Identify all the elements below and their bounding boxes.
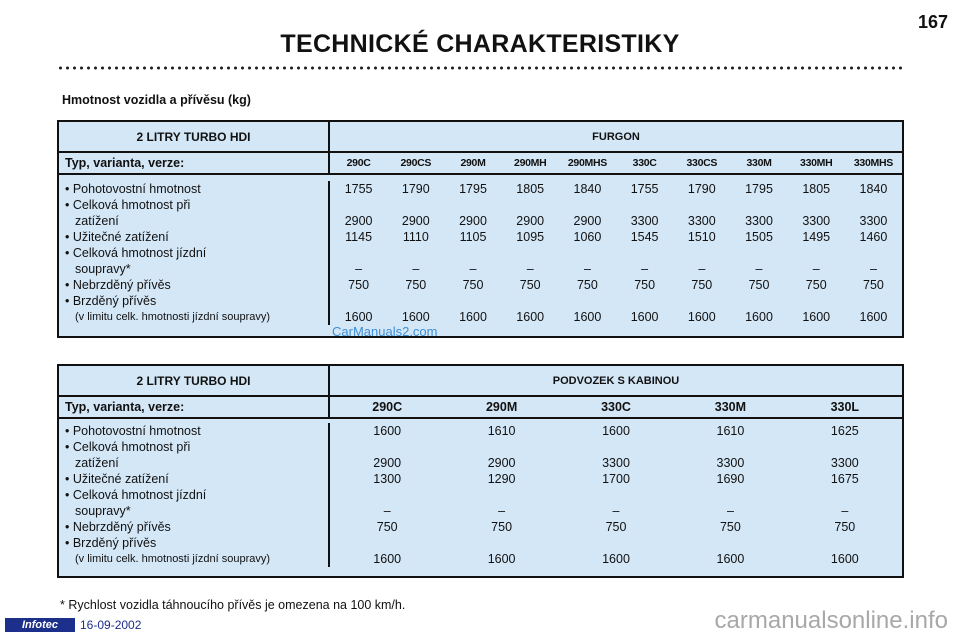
version-cell: 290C [346, 157, 371, 169]
version-row [59, 153, 902, 175]
engine-label: 2 LITRY TURBO HDI [59, 122, 330, 151]
value-cell: – [869, 262, 877, 276]
row-label [59, 229, 330, 245]
value-cell: 2900 [487, 456, 516, 470]
value-cell: 1600 [859, 310, 888, 324]
row-label-continuation: (v limitu celk. hmotnosti jízdní soupravy) [75, 311, 271, 323]
value-cell: 750 [348, 278, 370, 292]
table-body [59, 419, 902, 567]
table-row [59, 487, 902, 519]
value-cell: – [526, 262, 534, 276]
value-cell: – [698, 262, 706, 276]
value-cell: 1495 [802, 230, 831, 244]
value-cell: 1610 [487, 424, 516, 438]
row-label-line: • Pohotovostní hmotnost [65, 424, 201, 438]
body-type-label: FURGON [592, 130, 640, 143]
table-row [59, 423, 902, 439]
value-cell: 1840 [859, 182, 888, 196]
value-cell: 750 [491, 520, 513, 534]
row-label [59, 277, 330, 293]
row-label [59, 245, 330, 277]
row-label-line: • Celková hmotnost při [65, 198, 191, 212]
table-row [59, 245, 902, 277]
value-cell: 3300 [802, 214, 831, 228]
value-cell: 1060 [573, 230, 602, 244]
value-cell: – [583, 262, 591, 276]
value-cell: 1505 [745, 230, 773, 244]
value-cell: 1600 [487, 552, 516, 566]
row-label-line: • Nebrzděný přívěs [65, 520, 171, 534]
table-header-row [59, 122, 902, 153]
row-label-line: • Brzděný přívěs [65, 536, 157, 550]
value-cell: 1790 [401, 182, 430, 196]
row-label-line: • Celková hmotnost jízdní [65, 488, 207, 502]
value-cell: 1840 [573, 182, 602, 196]
value-cell: – [383, 504, 391, 518]
value-cell: 750 [634, 278, 656, 292]
value-cell: 1460 [859, 230, 888, 244]
value-cell: – [755, 262, 763, 276]
version-cell: 330MH [800, 157, 833, 169]
value-cell: 3300 [830, 456, 859, 470]
value-cell: 1610 [716, 424, 745, 438]
version-cell: 330M [746, 157, 772, 169]
value-cell: 1600 [401, 310, 430, 324]
value-cell: 1145 [345, 230, 373, 244]
table-row [59, 277, 902, 293]
value-cell: 750 [605, 520, 627, 534]
value-cell: 1600 [830, 552, 859, 566]
engine-label: 2 LITRY TURBO HDI [59, 366, 330, 395]
value-cell: 1600 [602, 552, 630, 566]
value-cell: 1755 [630, 182, 659, 196]
value-cell: 3300 [716, 456, 745, 470]
value-cell: 1600 [802, 310, 831, 324]
value-cell: 1625 [830, 424, 859, 438]
value-cell: 1755 [344, 182, 373, 196]
value-cell: 1675 [830, 472, 859, 486]
page-number: 167 [917, 12, 948, 32]
dotted-divider [57, 66, 905, 70]
value-cell: 2900 [401, 214, 430, 228]
value-cell: 1105 [459, 230, 487, 244]
value-cell: 750 [863, 278, 884, 292]
value-cell: 750 [405, 278, 427, 292]
value-cell: 750 [519, 278, 541, 292]
table-row [59, 197, 902, 229]
value-cell: 1790 [687, 182, 716, 196]
value-cell: 2900 [516, 214, 545, 228]
body-type-label: PODVOZEK S KABINOU [552, 374, 680, 387]
value-cell: – [612, 504, 620, 518]
value-cell: 1795 [459, 182, 487, 196]
value-cell: 1600 [745, 310, 773, 324]
chassis-cab-weight-table [57, 364, 904, 578]
table-row [59, 519, 902, 535]
site-watermark: CarManuals2.com [332, 324, 438, 339]
value-cell: – [355, 262, 363, 276]
value-cell: 1600 [373, 552, 402, 566]
value-cell: 1600 [716, 552, 745, 566]
value-cell: 750 [834, 520, 856, 534]
value-cell: 3300 [630, 214, 659, 228]
row-label-line: • Nebrzděný přívěs [65, 278, 171, 292]
value-cell: 1290 [487, 472, 516, 486]
value-cell: 3300 [859, 214, 888, 228]
value-cell: 750 [462, 278, 484, 292]
furgon-weight-table [57, 120, 904, 338]
section-heading: Hmotnost vozidla a přívěsu (kg) [62, 93, 251, 107]
row-label-continuation: zatížení [75, 214, 119, 228]
version-cell: 330CS [686, 157, 718, 169]
version-cell: 330L [830, 400, 860, 414]
value-cell: 750 [576, 278, 598, 292]
value-cell: 3300 [745, 214, 773, 228]
value-cell: 1300 [373, 472, 402, 486]
value-cell: 1805 [516, 182, 545, 196]
value-cell: 1600 [602, 424, 630, 438]
table-row [59, 293, 902, 325]
value-cell: 750 [376, 520, 398, 534]
table-body [59, 175, 902, 325]
row-label-continuation: zatížení [75, 456, 119, 470]
version-cell: 290M [460, 157, 486, 169]
value-cell: 750 [691, 278, 713, 292]
value-cell: 3300 [687, 214, 716, 228]
value-cell: 750 [805, 278, 827, 292]
row-label [59, 535, 330, 567]
row-label [59, 293, 330, 325]
version-cell: 290MHS [567, 157, 607, 169]
print-date: 16-09-2002 [80, 618, 142, 632]
version-cell: 290MH [514, 157, 547, 169]
version-cell: 330M [714, 400, 747, 414]
row-label-line: • Užitečné zatížení [65, 472, 169, 486]
value-cell: 1095 [516, 230, 545, 244]
table-row [59, 439, 902, 471]
footnote: * Rychlost vozidla táhnoucího přívěs je omezena na 100 km/h. [60, 598, 406, 612]
version-cell: 290M [485, 400, 518, 414]
value-cell: 750 [748, 278, 770, 292]
table-row [59, 471, 902, 487]
row-label [59, 439, 330, 471]
row-label-continuation: soupravy* [75, 504, 131, 518]
value-cell: 1600 [687, 310, 716, 324]
table-row [59, 535, 902, 567]
value-cell: 3300 [602, 456, 630, 470]
value-cell: – [641, 262, 649, 276]
value-cell: 1805 [802, 182, 831, 196]
value-cell: – [469, 262, 477, 276]
row-label-line: • Brzděný přívěs [65, 294, 157, 308]
value-cell: – [498, 504, 506, 518]
version-cell: 330MHS [853, 157, 893, 169]
table-header-row [59, 366, 902, 397]
row-label [59, 423, 330, 439]
value-cell: 750 [719, 520, 741, 534]
version-cell: 290CS [400, 157, 432, 169]
value-cell: 2900 [459, 214, 487, 228]
value-cell: 1510 [687, 230, 716, 244]
value-cell: – [841, 504, 849, 518]
row-label-line: • Celková hmotnost při [65, 440, 191, 454]
version-cell: 290C [372, 400, 403, 414]
row-label-continuation: (v limitu celk. hmotnosti jízdní soupravy) [75, 553, 271, 565]
footer-watermark: carmanualsonline.info [714, 607, 948, 634]
row-label-line: • Pohotovostní hmotnost [65, 182, 201, 196]
page-title: TECHNICKÉ CHARAKTERISTIKY [280, 30, 680, 58]
version-cell: 330C [632, 157, 657, 169]
value-cell: 1600 [630, 310, 659, 324]
value-cell: – [726, 504, 734, 518]
value-cell: 2900 [373, 456, 402, 470]
value-cell: 2900 [344, 214, 373, 228]
value-cell: 1600 [459, 310, 487, 324]
value-cell: 1690 [716, 472, 745, 486]
brand-logo: Infotec [5, 618, 75, 632]
row-label-line: • Celková hmotnost jízdní [65, 246, 207, 260]
row-label [59, 471, 330, 487]
value-cell: 1795 [745, 182, 773, 196]
table-row [59, 229, 902, 245]
row-label-line: • Užitečné zatížení [65, 230, 169, 244]
value-cell: 1600 [516, 310, 545, 324]
value-cell: 1110 [402, 230, 429, 244]
value-cell: 1600 [573, 310, 602, 324]
row-label-continuation: soupravy* [75, 262, 131, 276]
row-label [59, 181, 330, 197]
row-label [59, 197, 330, 229]
value-cell: 1545 [630, 230, 659, 244]
version-cell: 330C [601, 400, 631, 414]
value-cell: 1600 [373, 424, 402, 438]
type-label: Typ, varianta, verze: [59, 153, 330, 173]
value-cell: – [812, 262, 820, 276]
value-cell: – [412, 262, 420, 276]
table-row [59, 181, 902, 197]
value-cell: 1600 [344, 310, 373, 324]
type-label: Typ, varianta, verze: [59, 397, 330, 417]
row-label [59, 487, 330, 519]
value-cell: 1700 [602, 472, 630, 486]
value-cell: 2900 [573, 214, 602, 228]
version-row [59, 397, 902, 419]
row-label [59, 519, 330, 535]
